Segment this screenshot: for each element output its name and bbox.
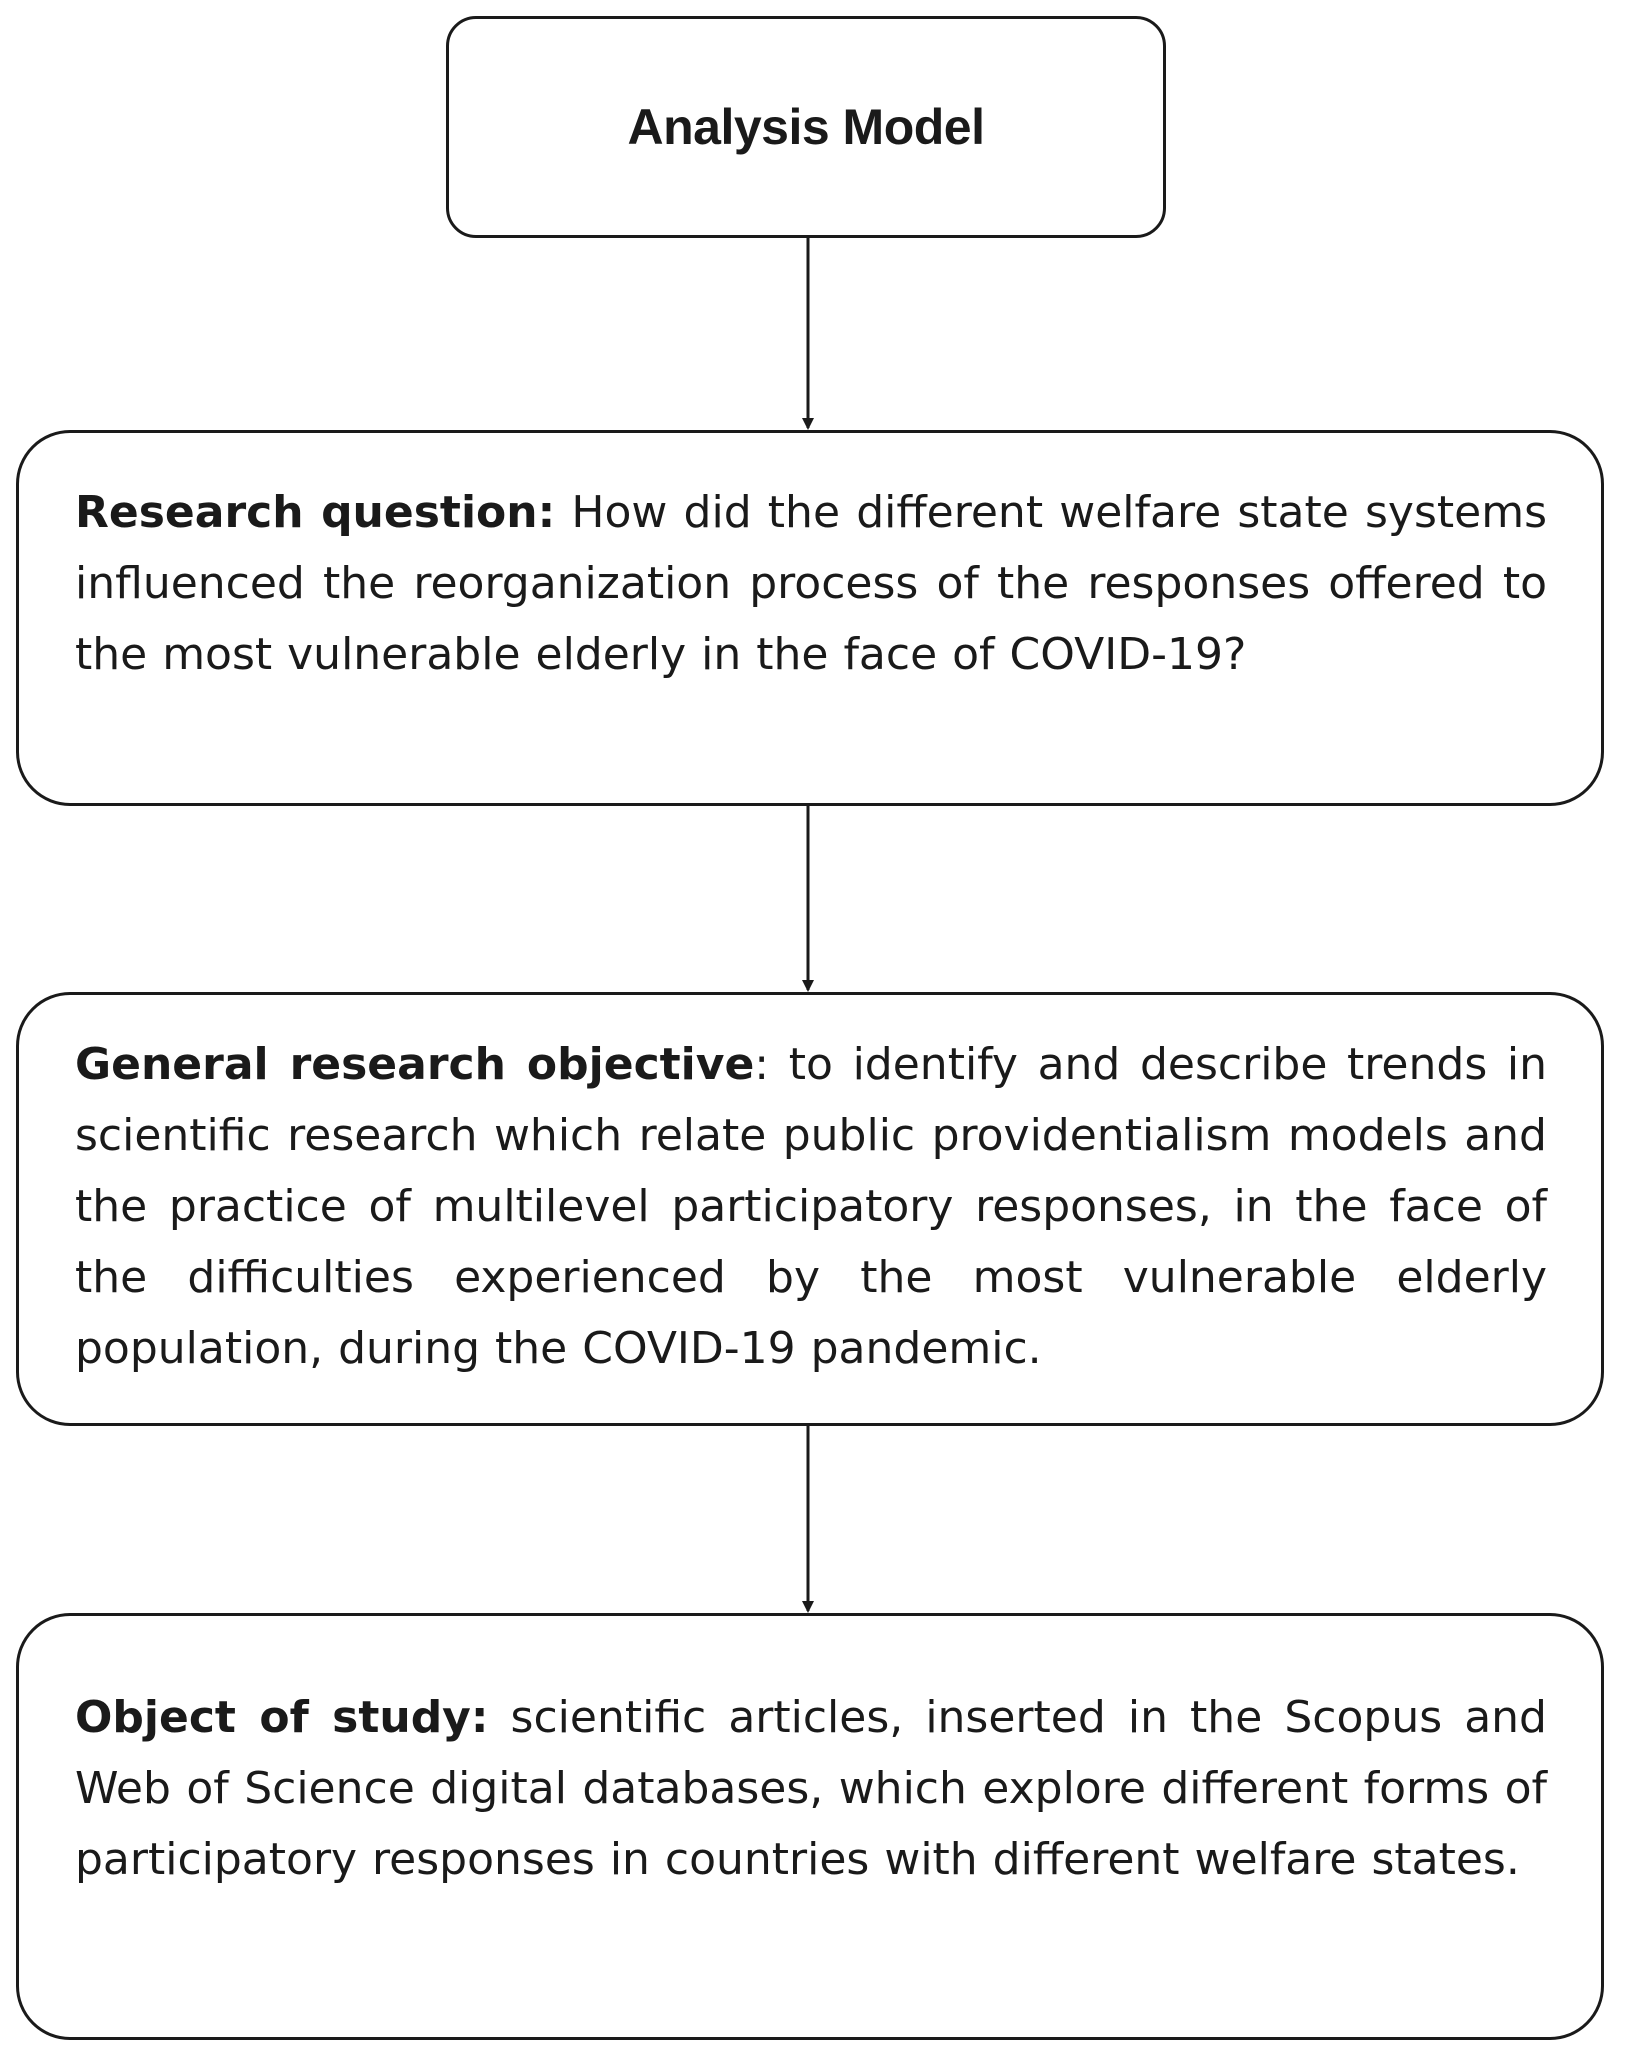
- object-of-study-box: [16, 1613, 1604, 2040]
- analysis-model-title: Analysis Model: [627, 99, 985, 155]
- general-objective-label: General research objective: [75, 1039, 755, 1090]
- research-question-label: Research question:: [75, 487, 556, 538]
- object-of-study-text: scientific articles, inserted in the Scopus and Web of Science digital databases, which explore different forms of participatory responses in countries with different welfare states.: [75, 1692, 1547, 1885]
- object-of-study-content: [75, 1682, 1547, 1895]
- research-question-content: [75, 477, 1547, 690]
- research-question-box: [16, 430, 1604, 806]
- general-objective-box: [16, 992, 1604, 1426]
- analysis-model-box: [446, 16, 1166, 238]
- object-of-study-label: Object of study:: [75, 1692, 489, 1743]
- general-objective-content: [75, 1029, 1547, 1384]
- general-objective-text: : to identify and describe trends in scientific research which relate public providentialism models and the practice of multilevel participatory responses, in the face of the difficulties experienced by the most vulnerable elderly population, during the COVID-19 pandemic.: [75, 1039, 1547, 1374]
- research-question-text: How did the different welfare state systems influenced the reorganization process of the responses offered to the most vulnerable elderly in the face of COVID-19?: [75, 487, 1547, 680]
